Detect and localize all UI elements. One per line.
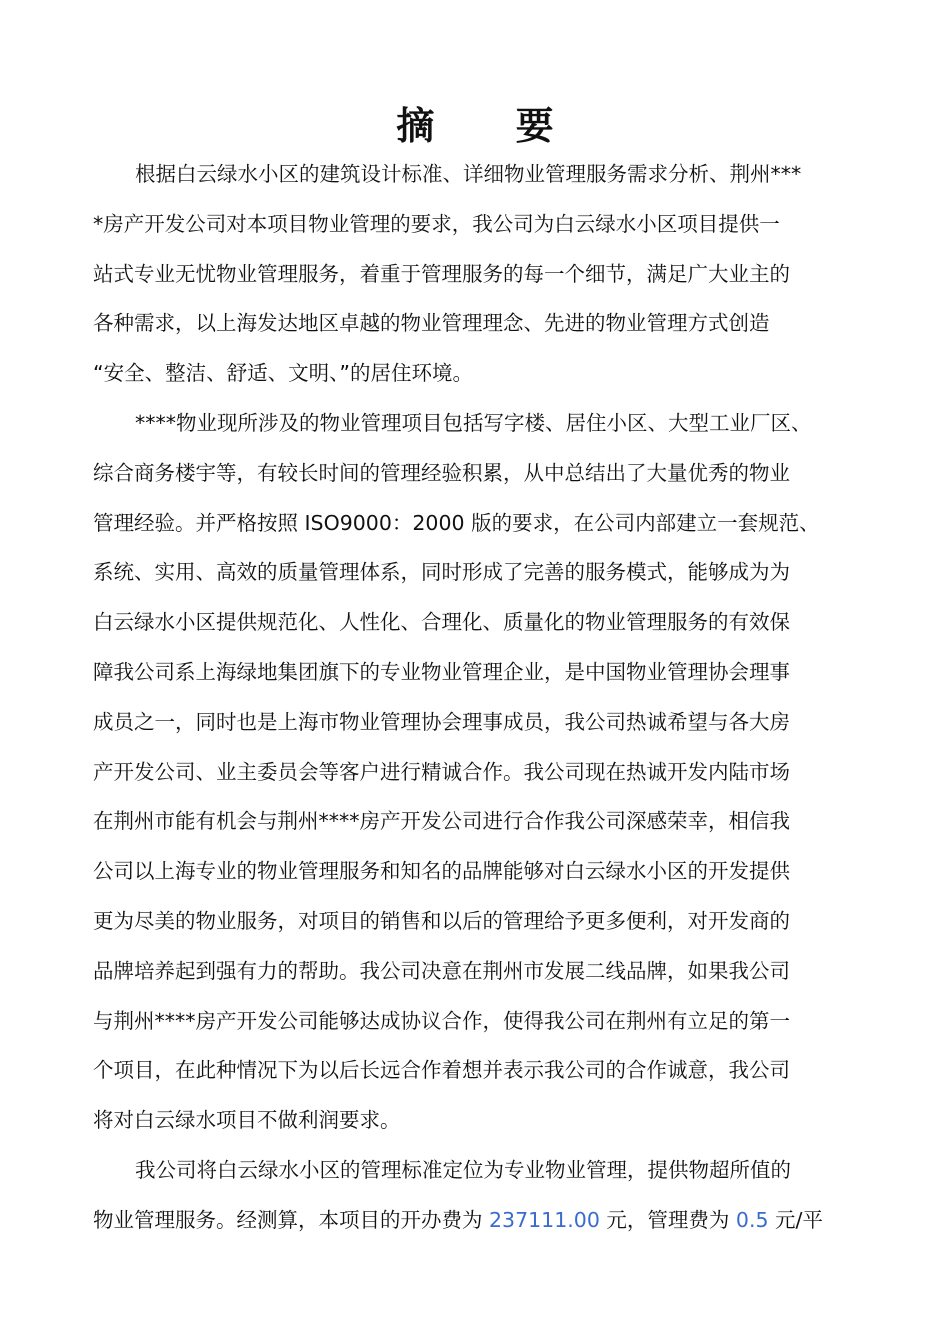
text-line: 综合商务楼宇等，有较长时间的管理经验积累，从中总结出了大量优秀的物业 [93,460,790,485]
paragraph-1 [93,150,865,399]
text-line: 站式专业无忧物业管理服务，着重于管理服务的每一个细节，满足广大业主的 [93,261,790,286]
text-line: 更为尽美的物业服务，对项目的销售和以后的管理给予更多便利，对开发商的 [93,908,790,933]
text-line: 成员之一，同时也是上海市物业管理协会理事成员，我公司热诚希望与各大房 [93,709,790,734]
text-line: 将对白云绿水项目不做利润要求。 [93,1108,401,1133]
text-line: 我公司将白云绿水小区的管理标准定位为专业物业管理，提供物超所值的 [135,1157,791,1182]
page-title: 摘 要 [396,104,588,148]
paragraph-2 [93,399,865,1146]
opening-fee-value: 237111.00 [489,1207,600,1232]
text-line: 公司以上海专业的物业管理服务和知名的品牌能够对白云绿水小区的开发提供 [93,859,790,884]
text-line: 系统、实用、高效的质量管理体系，同时形成了完善的服务模式，能够成为为 [93,560,790,585]
paragraph-3 [93,1146,865,1246]
text-line: 与荆州****房产开发公司能够达成协议合作，使得我公司在荆州有立足的第一 [93,1008,790,1033]
text-line: 根据白云绿水小区的建筑设计标准、详细物业管理服务需求分析、荆州*** [135,162,802,186]
text-line: 白云绿水小区提供规范化、人性化、合理化、质量化的物业管理服务的有效保 [93,610,790,635]
text-line: *房产开发公司对本项目物业管理的要求，我公司为白云绿水小区项目提供一 [93,211,780,236]
fee-text-middle: 元，管理费为 [599,1207,736,1232]
text-line: “安全、整洁、舒适、文明、”的居住环境。 [93,361,473,386]
text-line: 产开发公司、业主委员会等客户进行精诚合作。我公司现在热诚开发内陆市场 [93,759,790,784]
management-fee-value: 0.5 [735,1207,769,1232]
text-line: 在荆州市能有机会与荆州****房产开发公司进行合作我公司深感荣幸，相信我 [93,809,790,834]
text-line: 管理经验。并严格按照 ISO9000：2000 版的要求，在公司内部建立一套规范、 [93,510,820,535]
text-line: 各种需求，以上海发达地区卓越的物业管理理念、先进的物业管理方式创造 [93,311,770,336]
document-body [93,150,865,1246]
text-line: 障我公司系上海绿地集团旗下的专业物业管理企业，是中国物业管理协会理事 [93,659,790,684]
text-line-fees [93,1196,865,1246]
text-line: 品牌培养起到强有力的帮助。我公司决意在荆州市发展二线品牌，如果我公司 [93,958,790,983]
fee-text-before: 物业管理服务。经测算，本项目的开办费为 [93,1207,490,1232]
text-line: ****物业现所涉及的物业管理项目包括写字楼、居住小区、大型工业厂区、 [135,410,812,435]
text-line: 个项目，在此种情况下为以后长远合作着想并表示我公司的合作诚意，我公司 [93,1058,790,1083]
fee-text-after: 元/平 [768,1207,823,1232]
